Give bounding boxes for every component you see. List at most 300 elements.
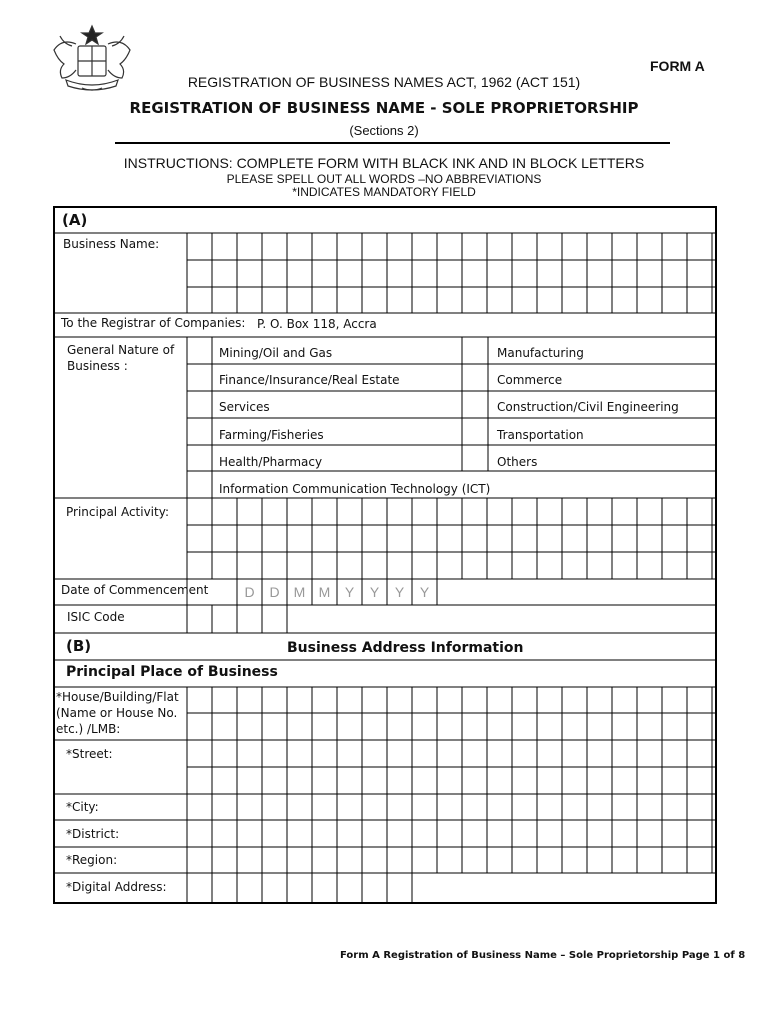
nature-checkbox-left[interactable] xyxy=(187,391,212,418)
nature-checkbox-right[interactable] xyxy=(462,337,488,364)
house-address-cell[interactable] xyxy=(287,713,312,740)
house-address-cell[interactable] xyxy=(387,713,412,740)
district-cell[interactable] xyxy=(437,820,462,847)
business-name-cell[interactable] xyxy=(337,287,362,313)
business-name-cell[interactable] xyxy=(187,260,212,287)
street-cell[interactable] xyxy=(262,767,287,794)
region-cell[interactable] xyxy=(662,847,687,873)
house-address-cell[interactable] xyxy=(662,687,687,713)
principal-activity-cell[interactable] xyxy=(487,552,512,579)
region-cell[interactable] xyxy=(512,847,537,873)
district-cell[interactable] xyxy=(387,820,412,847)
house-address-cell[interactable] xyxy=(212,687,237,713)
house-address-cell[interactable] xyxy=(262,713,287,740)
city-cell[interactable] xyxy=(387,794,412,820)
principal-activity-cell[interactable] xyxy=(537,498,562,525)
business-name-cell[interactable] xyxy=(387,287,412,313)
region-cell[interactable] xyxy=(537,847,562,873)
business-name-cell[interactable] xyxy=(687,260,712,287)
city-cell[interactable] xyxy=(662,794,687,820)
city-cell[interactable] xyxy=(287,794,312,820)
business-name-cell[interactable] xyxy=(212,260,237,287)
street-cell[interactable] xyxy=(237,740,262,767)
street-cell[interactable] xyxy=(487,767,512,794)
principal-activity-cell[interactable] xyxy=(262,525,287,552)
principal-activity-cell[interactable] xyxy=(237,552,262,579)
region-cell[interactable] xyxy=(362,847,387,873)
region-cell[interactable] xyxy=(262,847,287,873)
street-cell[interactable] xyxy=(687,740,712,767)
business-name-cell[interactable] xyxy=(312,287,337,313)
house-address-cell[interactable] xyxy=(687,687,712,713)
business-name-cell[interactable] xyxy=(512,287,537,313)
city-cell[interactable] xyxy=(487,794,512,820)
street-cell[interactable] xyxy=(637,740,662,767)
business-name-cell[interactable] xyxy=(237,260,262,287)
principal-activity-cell[interactable] xyxy=(412,552,437,579)
house-address-cell[interactable] xyxy=(537,687,562,713)
district-cell[interactable] xyxy=(362,820,387,847)
business-name-cell[interactable] xyxy=(687,287,712,313)
principal-activity-cell[interactable] xyxy=(362,552,387,579)
street-cell[interactable] xyxy=(212,740,237,767)
business-name-cell[interactable] xyxy=(362,287,387,313)
house-address-cell[interactable] xyxy=(462,687,487,713)
principal-activity-cell[interactable] xyxy=(437,525,462,552)
house-address-cell[interactable] xyxy=(187,713,212,740)
business-name-cell[interactable] xyxy=(687,233,712,260)
street-cell[interactable] xyxy=(337,767,362,794)
business-name-cell[interactable] xyxy=(612,260,637,287)
street-cell[interactable] xyxy=(562,767,587,794)
business-name-cell[interactable] xyxy=(537,260,562,287)
region-cell[interactable] xyxy=(587,847,612,873)
nature-checkbox-right[interactable] xyxy=(462,418,488,445)
region-cell[interactable] xyxy=(337,847,362,873)
principal-activity-cell[interactable] xyxy=(387,552,412,579)
business-name-cell[interactable] xyxy=(487,260,512,287)
house-address-cell[interactable] xyxy=(437,713,462,740)
principal-activity-cell[interactable] xyxy=(387,498,412,525)
house-address-cell[interactable] xyxy=(612,687,637,713)
principal-activity-cell[interactable] xyxy=(462,525,487,552)
principal-activity-cell[interactable] xyxy=(437,498,462,525)
digital-address-cell[interactable] xyxy=(212,873,237,903)
city-cell[interactable] xyxy=(362,794,387,820)
business-name-cell[interactable] xyxy=(412,233,437,260)
district-cell[interactable] xyxy=(612,820,637,847)
principal-activity-cell[interactable] xyxy=(387,525,412,552)
street-cell[interactable] xyxy=(512,767,537,794)
district-cell[interactable] xyxy=(562,820,587,847)
nature-checkbox-ict[interactable] xyxy=(187,471,212,498)
district-cell[interactable] xyxy=(187,820,212,847)
street-cell[interactable] xyxy=(612,740,637,767)
business-name-cell[interactable] xyxy=(337,260,362,287)
house-address-cell[interactable] xyxy=(512,713,537,740)
business-name-cell[interactable] xyxy=(312,260,337,287)
region-cell[interactable] xyxy=(687,847,712,873)
street-cell[interactable] xyxy=(587,740,612,767)
nature-checkbox-right[interactable] xyxy=(462,364,488,391)
house-address-cell[interactable] xyxy=(287,687,312,713)
street-cell[interactable] xyxy=(662,767,687,794)
principal-activity-cell[interactable] xyxy=(312,552,337,579)
street-cell[interactable] xyxy=(437,740,462,767)
business-name-cell[interactable] xyxy=(537,287,562,313)
principal-activity-cell[interactable] xyxy=(337,498,362,525)
digital-address-cell[interactable] xyxy=(262,873,287,903)
isic-code-cell[interactable] xyxy=(212,605,237,633)
street-cell[interactable] xyxy=(587,767,612,794)
street-cell[interactable] xyxy=(312,767,337,794)
district-cell[interactable] xyxy=(662,820,687,847)
house-address-cell[interactable] xyxy=(637,713,662,740)
district-cell[interactable] xyxy=(637,820,662,847)
business-name-cell[interactable] xyxy=(287,287,312,313)
business-name-cell[interactable] xyxy=(637,287,662,313)
house-address-cell[interactable] xyxy=(362,713,387,740)
street-cell[interactable] xyxy=(437,767,462,794)
city-cell[interactable] xyxy=(187,794,212,820)
business-name-cell[interactable] xyxy=(562,260,587,287)
business-name-cell[interactable] xyxy=(237,287,262,313)
business-name-cell[interactable] xyxy=(437,287,462,313)
region-cell[interactable] xyxy=(637,847,662,873)
principal-activity-cell[interactable] xyxy=(512,498,537,525)
business-name-cell[interactable] xyxy=(587,260,612,287)
nature-checkbox-left[interactable] xyxy=(187,337,212,364)
district-cell[interactable] xyxy=(487,820,512,847)
house-address-cell[interactable] xyxy=(487,687,512,713)
region-cell[interactable] xyxy=(387,847,412,873)
house-address-cell[interactable] xyxy=(537,713,562,740)
business-name-cell[interactable] xyxy=(587,233,612,260)
business-name-cell[interactable] xyxy=(462,260,487,287)
region-cell[interactable] xyxy=(437,847,462,873)
principal-activity-cell[interactable] xyxy=(312,525,337,552)
principal-activity-cell[interactable] xyxy=(312,498,337,525)
principal-activity-cell[interactable] xyxy=(687,498,712,525)
digital-address-cell[interactable] xyxy=(312,873,337,903)
street-cell[interactable] xyxy=(687,767,712,794)
business-name-cell[interactable] xyxy=(387,260,412,287)
house-address-cell[interactable] xyxy=(662,713,687,740)
principal-activity-cell[interactable] xyxy=(362,525,387,552)
city-cell[interactable] xyxy=(337,794,362,820)
district-cell[interactable] xyxy=(262,820,287,847)
business-name-cell[interactable] xyxy=(512,260,537,287)
city-cell[interactable] xyxy=(437,794,462,820)
principal-activity-cell[interactable] xyxy=(212,525,237,552)
house-address-cell[interactable] xyxy=(512,687,537,713)
street-cell[interactable] xyxy=(237,767,262,794)
city-cell[interactable] xyxy=(412,794,437,820)
principal-activity-cell[interactable] xyxy=(337,552,362,579)
principal-activity-cell[interactable] xyxy=(412,525,437,552)
digital-address-cell[interactable] xyxy=(362,873,387,903)
business-name-cell[interactable] xyxy=(587,287,612,313)
region-cell[interactable] xyxy=(212,847,237,873)
house-address-cell[interactable] xyxy=(437,687,462,713)
isic-code-cell[interactable] xyxy=(237,605,262,633)
principal-activity-cell[interactable] xyxy=(187,525,212,552)
principal-activity-cell[interactable] xyxy=(487,525,512,552)
principal-activity-cell[interactable] xyxy=(337,525,362,552)
street-cell[interactable] xyxy=(562,740,587,767)
business-name-cell[interactable] xyxy=(637,233,662,260)
city-cell[interactable] xyxy=(612,794,637,820)
house-address-cell[interactable] xyxy=(337,687,362,713)
business-name-cell[interactable] xyxy=(412,287,437,313)
principal-activity-cell[interactable] xyxy=(487,498,512,525)
principal-activity-cell[interactable] xyxy=(562,525,587,552)
district-cell[interactable] xyxy=(212,820,237,847)
digital-address-cell[interactable] xyxy=(187,873,212,903)
district-cell[interactable] xyxy=(237,820,262,847)
principal-activity-cell[interactable] xyxy=(412,498,437,525)
principal-activity-cell[interactable] xyxy=(262,498,287,525)
business-name-cell[interactable] xyxy=(187,287,212,313)
principal-activity-cell[interactable] xyxy=(512,552,537,579)
principal-activity-cell[interactable] xyxy=(212,552,237,579)
principal-activity-cell[interactable] xyxy=(262,552,287,579)
nature-checkbox-left[interactable] xyxy=(187,364,212,391)
house-address-cell[interactable] xyxy=(387,687,412,713)
district-cell[interactable] xyxy=(687,820,712,847)
district-cell[interactable] xyxy=(587,820,612,847)
street-cell[interactable] xyxy=(212,767,237,794)
principal-activity-cell[interactable] xyxy=(537,525,562,552)
street-cell[interactable] xyxy=(387,740,412,767)
street-cell[interactable] xyxy=(662,740,687,767)
principal-activity-cell[interactable] xyxy=(237,525,262,552)
business-name-cell[interactable] xyxy=(262,233,287,260)
region-cell[interactable] xyxy=(187,847,212,873)
principal-activity-cell[interactable] xyxy=(437,552,462,579)
house-address-cell[interactable] xyxy=(562,687,587,713)
nature-checkbox-left[interactable] xyxy=(187,418,212,445)
street-cell[interactable] xyxy=(187,767,212,794)
city-cell[interactable] xyxy=(587,794,612,820)
principal-activity-cell[interactable] xyxy=(462,552,487,579)
business-name-cell[interactable] xyxy=(212,287,237,313)
street-cell[interactable] xyxy=(487,740,512,767)
principal-activity-cell[interactable] xyxy=(637,525,662,552)
house-address-cell[interactable] xyxy=(212,713,237,740)
digital-address-cell[interactable] xyxy=(337,873,362,903)
region-cell[interactable] xyxy=(487,847,512,873)
house-address-cell[interactable] xyxy=(462,713,487,740)
house-address-cell[interactable] xyxy=(187,687,212,713)
principal-activity-cell[interactable] xyxy=(537,552,562,579)
street-cell[interactable] xyxy=(287,767,312,794)
city-cell[interactable] xyxy=(537,794,562,820)
principal-activity-cell[interactable] xyxy=(687,525,712,552)
house-address-cell[interactable] xyxy=(637,687,662,713)
principal-activity-cell[interactable] xyxy=(237,498,262,525)
principal-activity-cell[interactable] xyxy=(287,525,312,552)
business-name-cell[interactable] xyxy=(287,260,312,287)
principal-activity-cell[interactable] xyxy=(637,552,662,579)
business-name-cell[interactable] xyxy=(312,233,337,260)
business-name-cell[interactable] xyxy=(512,233,537,260)
district-cell[interactable] xyxy=(287,820,312,847)
street-cell[interactable] xyxy=(512,740,537,767)
business-name-cell[interactable] xyxy=(562,287,587,313)
street-cell[interactable] xyxy=(337,740,362,767)
principal-activity-cell[interactable] xyxy=(662,525,687,552)
city-cell[interactable] xyxy=(462,794,487,820)
business-name-cell[interactable] xyxy=(262,287,287,313)
house-address-cell[interactable] xyxy=(687,713,712,740)
business-name-cell[interactable] xyxy=(262,260,287,287)
district-cell[interactable] xyxy=(462,820,487,847)
street-cell[interactable] xyxy=(462,767,487,794)
district-cell[interactable] xyxy=(537,820,562,847)
house-address-cell[interactable] xyxy=(587,713,612,740)
street-cell[interactable] xyxy=(362,767,387,794)
business-name-cell[interactable] xyxy=(612,287,637,313)
principal-activity-cell[interactable] xyxy=(687,552,712,579)
principal-activity-cell[interactable] xyxy=(612,552,637,579)
street-cell[interactable] xyxy=(537,740,562,767)
business-name-cell[interactable] xyxy=(487,287,512,313)
city-cell[interactable] xyxy=(562,794,587,820)
digital-address-cell[interactable] xyxy=(287,873,312,903)
district-cell[interactable] xyxy=(337,820,362,847)
house-address-cell[interactable] xyxy=(262,687,287,713)
principal-activity-cell[interactable] xyxy=(612,525,637,552)
region-cell[interactable] xyxy=(287,847,312,873)
business-name-cell[interactable] xyxy=(362,260,387,287)
business-name-cell[interactable] xyxy=(187,233,212,260)
city-cell[interactable] xyxy=(687,794,712,820)
house-address-cell[interactable] xyxy=(487,713,512,740)
business-name-cell[interactable] xyxy=(287,233,312,260)
principal-activity-cell[interactable] xyxy=(637,498,662,525)
house-address-cell[interactable] xyxy=(412,713,437,740)
business-name-cell[interactable] xyxy=(487,233,512,260)
business-name-cell[interactable] xyxy=(662,287,687,313)
principal-activity-cell[interactable] xyxy=(287,498,312,525)
street-cell[interactable] xyxy=(187,740,212,767)
principal-activity-cell[interactable] xyxy=(362,498,387,525)
principal-activity-cell[interactable] xyxy=(462,498,487,525)
region-cell[interactable] xyxy=(462,847,487,873)
house-address-cell[interactable] xyxy=(612,713,637,740)
nature-label-line-1: General Nature of xyxy=(67,343,175,357)
business-name-cell[interactable] xyxy=(437,233,462,260)
business-name-cell[interactable] xyxy=(662,260,687,287)
region-cell[interactable] xyxy=(237,847,262,873)
city-cell[interactable] xyxy=(237,794,262,820)
district-cell[interactable] xyxy=(412,820,437,847)
business-name-cell[interactable] xyxy=(437,260,462,287)
business-name-cell[interactable] xyxy=(662,233,687,260)
street-cell[interactable] xyxy=(312,740,337,767)
region-cell[interactable] xyxy=(612,847,637,873)
business-name-cell[interactable] xyxy=(412,260,437,287)
district-cell[interactable] xyxy=(512,820,537,847)
street-cell[interactable] xyxy=(412,740,437,767)
street-cell[interactable] xyxy=(612,767,637,794)
house-address-cell[interactable] xyxy=(312,687,337,713)
principal-activity-cell[interactable] xyxy=(187,498,212,525)
business-name-cell[interactable] xyxy=(462,233,487,260)
business-name-cell[interactable] xyxy=(387,233,412,260)
house-address-cell[interactable] xyxy=(237,713,262,740)
principal-activity-cell[interactable] xyxy=(187,552,212,579)
street-cell[interactable] xyxy=(412,767,437,794)
principal-activity-cell[interactable] xyxy=(212,498,237,525)
principal-activity-cell[interactable] xyxy=(587,498,612,525)
city-cell[interactable] xyxy=(262,794,287,820)
business-name-cell[interactable] xyxy=(337,233,362,260)
nature-checkbox-right[interactable] xyxy=(462,445,488,472)
date-placeholder: Y xyxy=(344,584,355,600)
house-address-cell[interactable] xyxy=(412,687,437,713)
house-address-cell[interactable] xyxy=(362,687,387,713)
principal-activity-cell[interactable] xyxy=(562,552,587,579)
house-address-cell[interactable] xyxy=(312,713,337,740)
street-cell[interactable] xyxy=(362,740,387,767)
house-address-cell[interactable] xyxy=(562,713,587,740)
house-address-cell[interactable] xyxy=(337,713,362,740)
section-b-title: Business Address Information xyxy=(287,640,524,656)
principal-activity-cell[interactable] xyxy=(287,552,312,579)
street-cell[interactable] xyxy=(262,740,287,767)
principal-activity-cell[interactable] xyxy=(512,525,537,552)
street-cell[interactable] xyxy=(462,740,487,767)
city-cell[interactable] xyxy=(637,794,662,820)
business-name-cell[interactable] xyxy=(237,233,262,260)
street-cell[interactable] xyxy=(287,740,312,767)
region-cell[interactable] xyxy=(562,847,587,873)
house-address-cell[interactable] xyxy=(587,687,612,713)
city-cell[interactable] xyxy=(512,794,537,820)
business-name-cell[interactable] xyxy=(612,233,637,260)
house-address-cell[interactable] xyxy=(237,687,262,713)
principal-activity-cell[interactable] xyxy=(587,552,612,579)
nature-checkbox-left[interactable] xyxy=(187,445,212,472)
principal-activity-cell[interactable] xyxy=(562,498,587,525)
principal-activity-cell[interactable] xyxy=(587,525,612,552)
digital-address-cell[interactable] xyxy=(237,873,262,903)
street-cell[interactable] xyxy=(637,767,662,794)
city-cell[interactable] xyxy=(212,794,237,820)
business-name-cell[interactable] xyxy=(637,260,662,287)
isic-code-cell[interactable] xyxy=(262,605,287,633)
isic-code-cell[interactable] xyxy=(187,605,212,633)
principal-activity-cell[interactable] xyxy=(662,552,687,579)
street-cell[interactable] xyxy=(537,767,562,794)
digital-address-cell[interactable] xyxy=(387,873,412,903)
principal-activity-cell[interactable] xyxy=(612,498,637,525)
region-cell[interactable] xyxy=(412,847,437,873)
street-cell[interactable] xyxy=(387,767,412,794)
business-name-cell[interactable] xyxy=(362,233,387,260)
business-name-cell[interactable] xyxy=(212,233,237,260)
district-cell[interactable] xyxy=(312,820,337,847)
nature-checkbox-right[interactable] xyxy=(462,391,488,418)
city-cell[interactable] xyxy=(312,794,337,820)
business-name-cell[interactable] xyxy=(562,233,587,260)
region-cell[interactable] xyxy=(312,847,337,873)
business-name-cell[interactable] xyxy=(537,233,562,260)
business-name-cell[interactable] xyxy=(462,287,487,313)
principal-activity-cell[interactable] xyxy=(662,498,687,525)
